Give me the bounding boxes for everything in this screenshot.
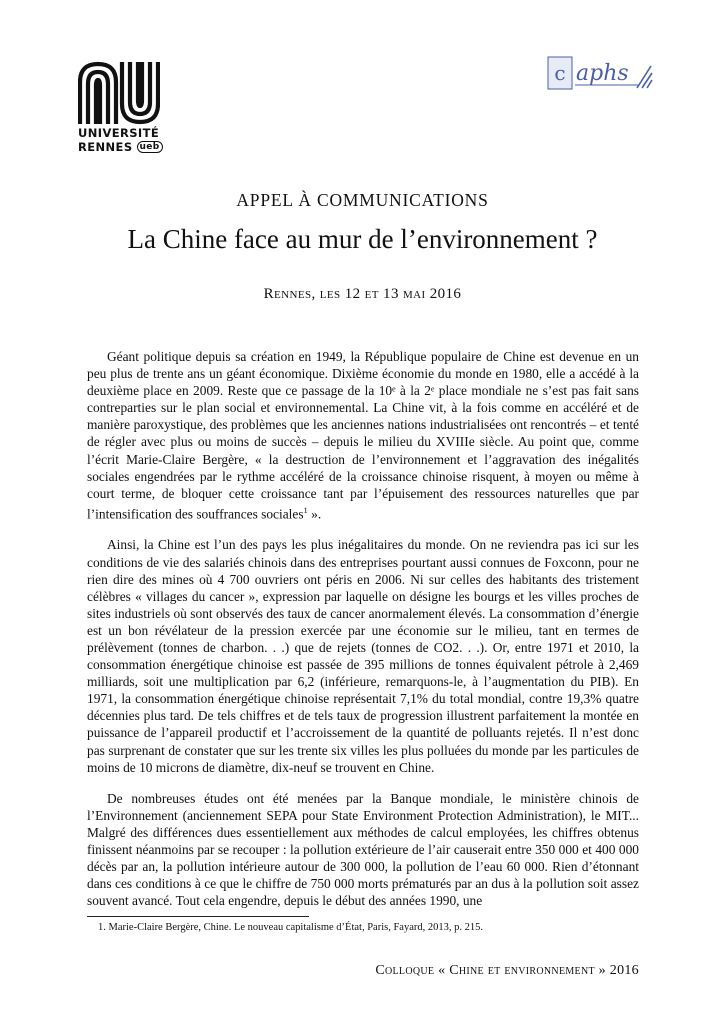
- paragraph-2: Ainsi, la Chine est l’un des pays les plus inégalitaires du monde. On ne reviendra pas ici sur les conditions de vie des salariés chinois dans des entreprises pourtant aussi connues de Foxconn, pour ne rien dire des mines où 4 700 ouvriers ont péris en 2006. Ni sur celles des habitants des tristement célèbres « villages du cancer », expression par laquelle on désigne les bourgs et les villes proches de sites industriels où sont observés des taux de cancer anormalement élevés. La consommation d’énergie est un bon révélateur de la pression exercée par une économie sur le milieu, tant en termes de prélèvement (tonnes de charbon. . .) que de rejets (tonnes de CO2. . .). Or, entre 1971 et 2010, la consommation énergétique chinoise est passée de 395 millions de tonnes équivalent pétrole à 2,469 milliards, soit une multiplication par 6,2 (inférieure, remarquons-le, à l’augmentation du PIB). En 1971, la consommation énergétique chinoise représentait 7,1% du total mondial, contre 19,3% quatre décennies plus tard. De tels chiffres et de tels taux de progression illustrent parfaitement la montée en puissance de l’appareil productif et l’accroissement de la quantité de polluants rejetés. Il n’est donc pas surprenant de constater que sur les trente six villes les plus polluées du monde par les particules de moins de 10 microns de diamètre, dix-neuf se trouvent en Chine.: [87, 537, 639, 775]
- caphs-logo-icon: [547, 56, 653, 90]
- call-for-papers-label: APPEL À COMMUNICATIONS: [236, 190, 489, 210]
- event-date: Rennes, les 12 et 13 mai 2016: [263, 286, 462, 302]
- footnote: 1. Marie-Claire Bergère, Chine. Le nouveau capitalisme d’État, Paris, Fayard, 2013, p. 215.: [98, 922, 483, 933]
- ueb-badge: ueb: [137, 141, 163, 153]
- university-name-line2: RENNES: [78, 140, 133, 154]
- page-footer: Colloque « Chine et environnement » 2016: [375, 963, 639, 978]
- university-name-line1: UNIVERSITÉ: [78, 126, 160, 140]
- university-n-logo-icon: [78, 60, 160, 126]
- paragraph-3: De nombreuses études ont été menées par la Banque mondiale, le ministère chinois de l’Environnement (anciennement SEPA pour State Environment Protection Administration), le MIT... Malgré des différences dues essentiellement aux méthodes de calcul employées, les chiffres obtenus finissent néanmoins par se recouper : la pollution extérieure de l’air causerait entre 350 000 et 400 000 décès par an, la pollution intérieure autour de 300 000, la pollution de l’eau 60 000. Rien d’étonnant dans ces conditions à ce que le chiffre de 750 000 morts prématurés par an dus à la pollution soit assez souvent avancé. Tout cela engendre, depuis le début des années 1990, une: [87, 790, 639, 909]
- university-logo: [78, 60, 164, 154]
- paragraph-1: [87, 348, 639, 522]
- paragraph-1-end: ».: [307, 506, 322, 522]
- svg-text:aphs: aphs: [576, 61, 629, 86]
- footnote-divider: [87, 916, 309, 917]
- page-title: La Chine face au mur de l’environnement ?: [127, 224, 598, 254]
- footnote-ref[interactable]: 1: [303, 504, 308, 515]
- body-text: [87, 348, 639, 923]
- svg-text:c: c: [554, 61, 566, 85]
- paragraph-1-text: Géant politique depuis sa création en 1949, la République populaire de Chine est devenue en un peu plus de trente ans un géant économique. Dixième économie du monde en 1980, elle a accédé à la deuxième place en 2009. Reste que ce passage de la 10ᵉ à la 2ᵉ place mondiale ne s’est pas fait sans contreparties sur le plan social et environnemental. La Chine vit, à la fois comme en accéléré et de manière paroxystique, des problèmes que les anciennes nations industrialisées ont rencontrés – et tenté de régler avec plus ou moins de succès – depuis le milieu du XVIIIe siècle. Au point que, comme l’écrit Marie-Claire Bergère, « la destruction de l’environnement et l’aggravation des inégalités sociales engendrées par le rythme accéléré de la croissance chinoise risquent, à moyen ou même à court terme, de bloquer cette croissance tant par l’épuisement des ressources naturelles que par l’intensification des souffrances sociales: [87, 349, 639, 522]
